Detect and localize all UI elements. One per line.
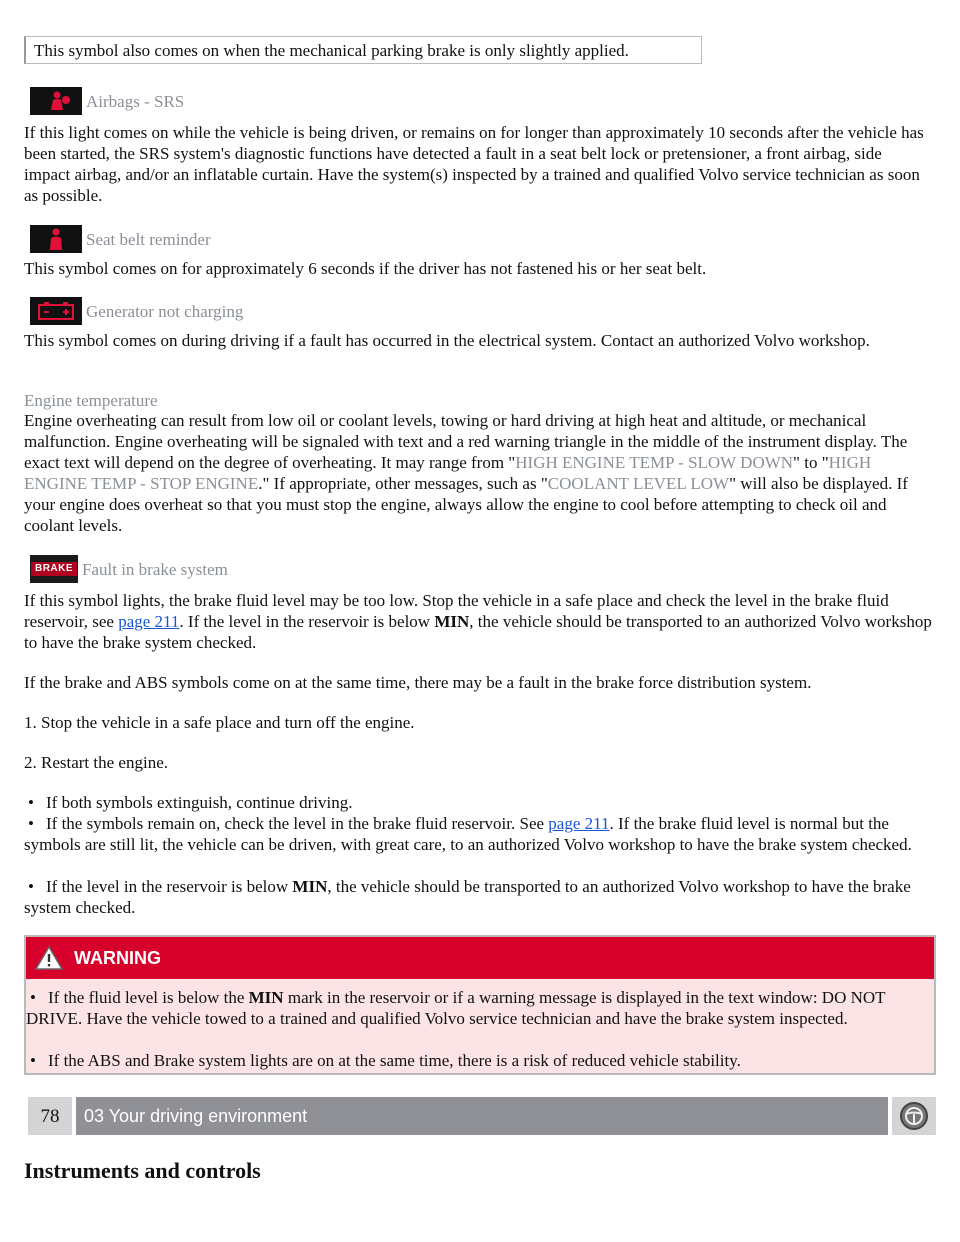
bullet-icon: • (28, 814, 34, 833)
brake-abs-text: If the brake and ABS symbols come on at the same time, there may be a fault in the brake force distribution system. (24, 673, 812, 692)
step-1: 1. Stop the vehicle in a safe place and turn off the engine. (24, 713, 415, 732)
bullet-text: If both symbols extinguish, continue driving. (46, 793, 353, 812)
airbags-text: If this light comes on while the vehicle is being driven, or remains on for longer than approximately 10 seconds after the vehicle has been started, the SRS system's diagnostic functions have detected a fault in a seat belt lock or pretensioner, a front airbag, side impact airbag, and/or an inflatable curtain. Have the system(s) inspected by a trained and qualified Volvo service technician as soon as possible. (24, 123, 924, 205)
bullet-text-part: If the level in the reservoir is below (46, 877, 293, 896)
seatbelt-heading (24, 224, 211, 254)
bullet-text-part: , the vehicle should be transported to an authorized Volvo workshop to have the brake system checked. (24, 877, 911, 917)
engine-text-part: " will also be displayed. If your engine does overheat so that you must stop the engine, always allow the engine to cool before attempting to check oil and coolant levels. (24, 474, 908, 535)
brake-text-part: , the vehicle should be transported to an authorized Volvo workshop to have the brake system checked. (24, 612, 932, 652)
message-high-temp-slow: HIGH ENGINE TEMP - SLOW DOWN (515, 453, 794, 472)
parking-brake-note (24, 36, 702, 64)
message-coolant-low: COOLANT LEVEL LOW (547, 474, 730, 493)
volvo-logo-icon (892, 1097, 936, 1135)
min-mark: MIN (292, 877, 328, 896)
seatbelt-icon (30, 225, 82, 253)
next-section-heading: Instruments and controls (24, 1158, 261, 1183)
generator-heading (24, 296, 243, 326)
brake-text (24, 590, 932, 653)
bullet-icon: • (28, 877, 34, 896)
warning-box (24, 935, 936, 1075)
page-211-link[interactable]: page 211 (548, 814, 610, 833)
brake-text-part: If this symbol lights, the brake fluid level may be too low. Stop the vehicle in a safe place and check the level in the brake fluid reservoir, see (24, 591, 889, 631)
bullet-text (24, 876, 932, 918)
battery-icon (30, 297, 82, 325)
seatbelt-title: Seat belt reminder (86, 229, 211, 249)
engine-text-part: " to " (793, 453, 829, 472)
brake-heading (24, 554, 228, 584)
bullet-icon: • (30, 988, 36, 1007)
bullet-icon: • (30, 1051, 36, 1070)
list-item (26, 1050, 926, 1071)
bullet-text-part: mark in the reservoir or if a warning message is displayed in the text window: DO NOT DRIVE. Have the vehicle towed to a trained and qualified Volvo service technician and have the brake system inspected. (26, 988, 886, 1028)
list-item (26, 987, 926, 1029)
list-item (24, 876, 932, 918)
warning-title: WARNING (74, 947, 161, 968)
page-number: 78 (28, 1097, 72, 1135)
page-211-link[interactable]: page 211 (118, 612, 180, 631)
bullet-text-part: If the fluid level is below the (48, 988, 249, 1007)
section-title: 03 Your driving environment (76, 1097, 888, 1135)
engine-text-part: Engine overheating can result from low oil or coolant levels, towing or hard driving at high heat and altitude, or mechanical malfunction. Engine overheating will be signaled with text and a red warning triangle in the middle of the instrument display. The exact text will depend on the degree of overheating. It may range from " (24, 411, 908, 472)
airbags-title: Airbags - SRS (86, 91, 185, 111)
page-footer (28, 1097, 936, 1135)
brake-icon (30, 555, 78, 583)
bullet-text-part: If the symbols remain on, check the level in the brake fluid reservoir. See (46, 814, 549, 833)
engine-title: Engine temperature (24, 391, 158, 410)
message-high-temp-stop: HIGH ENGINE TEMP - STOP ENGINE (24, 453, 872, 493)
brake-text-part: . If the level in the reservoir is below (179, 612, 435, 631)
step-2: 2. Restart the engine. (24, 753, 168, 772)
airbag-icon (30, 87, 82, 115)
list-item (24, 792, 932, 813)
list-item (24, 813, 932, 855)
warning-triangle-icon (34, 945, 64, 971)
bullet-icon: • (28, 793, 34, 812)
bullet-text (26, 987, 926, 1029)
seatbelt-text: This symbol comes on for approximately 6 seconds if the driver has not fastened his or her seat belt. (24, 259, 707, 278)
note-text: This symbol also comes on when the mechanical parking brake is only slightly applied. (34, 41, 629, 60)
engine-text (24, 410, 932, 536)
bullet-text-part: . If the brake fluid level is normal but the symbols are still lit, the vehicle can be driven, with great care, to an authorized Volvo workshop to have the brake system checked. (24, 814, 912, 854)
warning-header (26, 937, 934, 979)
generator-title: Generator not charging (86, 301, 244, 321)
min-mark: MIN (248, 988, 284, 1007)
brake-title: Fault in brake system (82, 559, 228, 579)
brake-icon-label: BRAKE (31, 562, 77, 576)
engine-text-part: ." If appropriate, other messages, such as " (258, 474, 548, 493)
bullet-text (24, 813, 932, 855)
generator-text: This symbol comes on during driving if a fault has occurred in the electrical system. Contact an authorized Volvo workshop. (24, 331, 870, 350)
airbags-heading (24, 86, 184, 116)
min-mark: MIN (434, 612, 470, 631)
bullet-text: If the ABS and Brake system lights are on at the same time, there is a risk of reduced vehicle stability. (48, 1051, 741, 1070)
